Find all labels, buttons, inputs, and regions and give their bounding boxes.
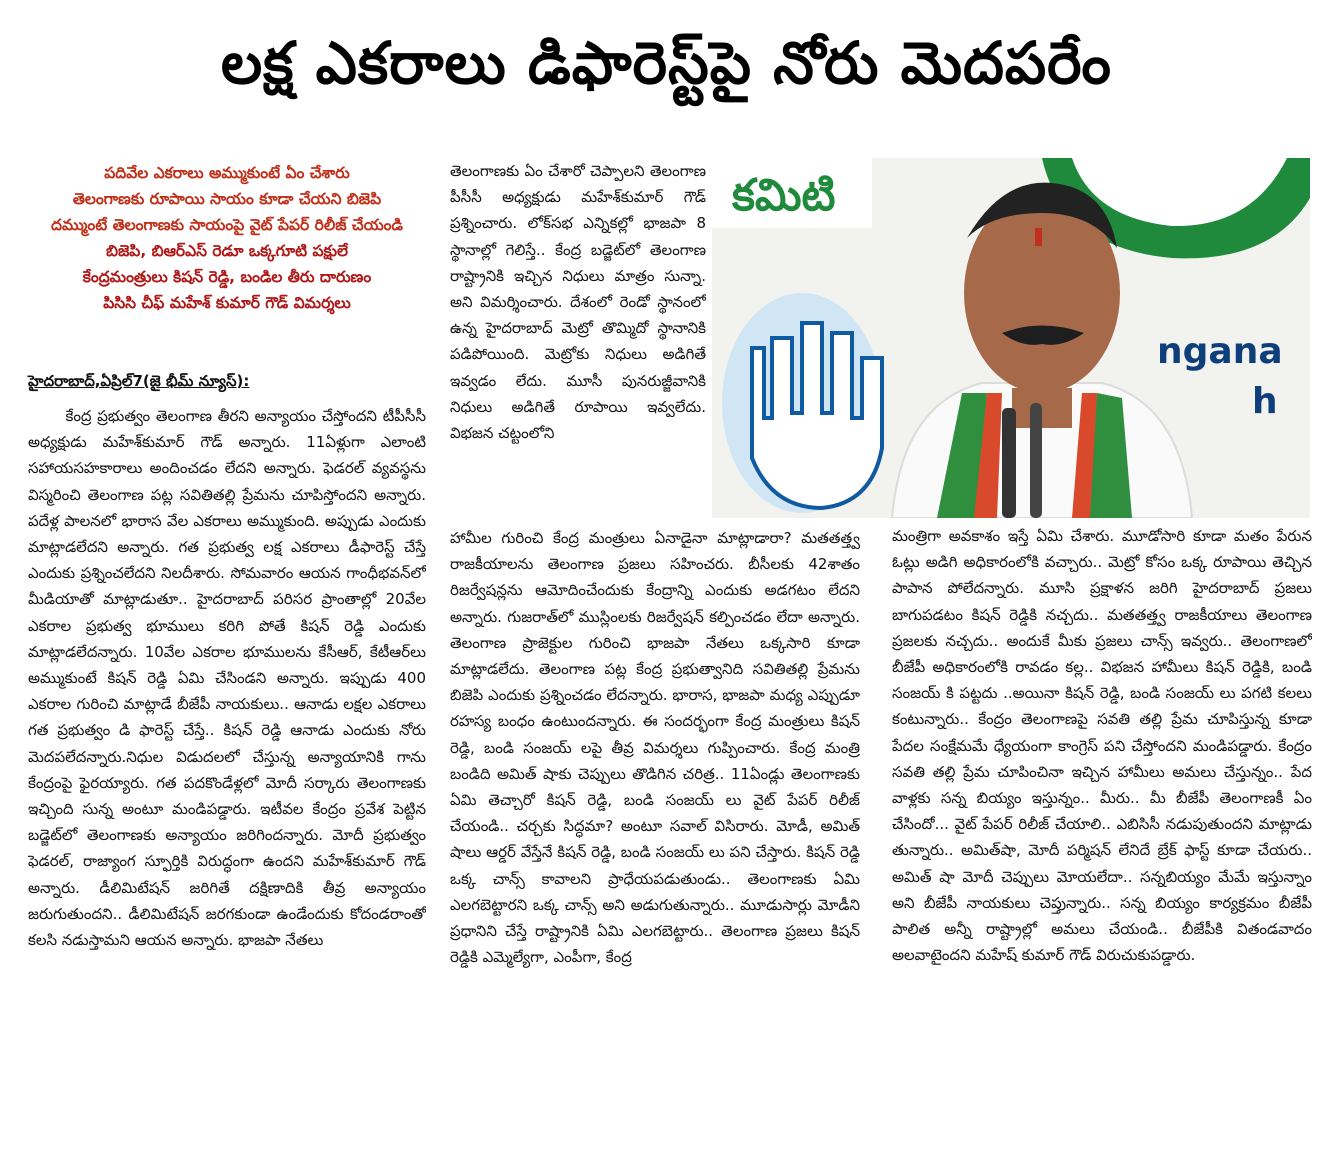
body-column-2-continued (450, 525, 860, 1161)
subhead-3: దమ్ముంటే తెలంగాణకు సాయంపై వైట్ పేపర్ రిలీజ్ చేయండి (51, 216, 403, 234)
body-column-1 (28, 379, 426, 1161)
microphone-1 (1002, 408, 1016, 518)
body-text-2-continued: హామీల గురించి కేంద్ర మంత్రులు ఏనాడైనా మాట్లాడారా? మతతత్త్వ రాజకీయాలను తెలంగాణ ప్రజలు సహించరు. బీసీలకు 42శాతం రిజర్వేషన్లను ఆమోదించేందుకు కేంద్రాన్ని ఎందుకు అడగటం లేదని అన్నారు. గుజరాత్‌లో ముస్లింలకు రిజర్వేషన్ కల్పించడం లేదా అన్నారు. తెలంగాణ ప్రాజెక్టుల గురించి భాజపా నేతలు ఒక్కసారి కూడా మాట్లాడలేదు. తెలంగాణ పట్ల కేంద్ర ప్రభుత్వానిది సవితితల్లి ప్రేమను బిజెపి ఎందుకు ప్రశ్నించడం లేదన్నారు. భారాస, భాజపా మధ్య ఎప్పుడూ రహస్య బంధం ఉంటుందన్నారు. ఈ సందర్భంగా కేంద్ర మంత్రులు కిషన్ రెడ్డి, బండి సంజయ్ లపై తీవ్ర విమర్శలు గుప్పించారు. కేంద్ర మంత్రి బండిది అమిత్ షాకు చెప్పులు తొడిగిన చరిత్ర.. 11ఏండ్లు తెలంగాణకు ఏమి తెచ్చారో కిషన్ రెడ్డి, బండి సంజయ్ లు వైట్ పేపర్ రిలీజ్ చేయండి.. చర్చకు సిద్ధమా? అంటూ సవాల్ విసిరారు. మోడీ, అమిత్ షాలు ఆర్డర్ వేస్తేనే కిషన్ రెడ్డి, బండి సంజయ్ లు పని చేస్తారు. కిషన్ రెడ్డి ఒక్క చాన్స్ కావాలని ప్రాధేయపడుతుండు.. తెలంగాణకు ఏమి ఎలగబెట్టారని ఒక్క చాన్స్ అని అడుగుతున్నారు.. మూడుసార్లు మోడీని ప్రధానిని చేస్తే రాష్ట్రానికి ఏమి ఎలగబెట్టారు.. తెలంగాణ ప్రజలు కిషన్ రెడ్డికి ఎమ్మెల్యేగా, ఎంపీగా, కేంద్ర (450, 529, 860, 967)
subhead-2: తెలంగాణకు రూపాయి సాయం కూడా చేయని బిజెపి (72, 190, 382, 208)
subhead-1: పదివేల ఎకరాలు అమ్ముకుంటే ఏం చేశారు (104, 164, 350, 182)
body-text-1: కేంద్ర ప్రభుత్వం తెలంగాణ తీరని అన్యాయం చేస్తోందని టీపీసీసీ అధ్యక్షుడు మహేశ్‌కుమార్ గౌడ్ అన్నారు. 11ఏళ్లుగా ఎలాంటి సహాయసహకారాలు అందించడం లేదని అన్నారు. ఫెడరల్ వ్యవస్థను విస్మరించి తెలంగాణ పట్ల సవితితల్లి ప్రేమను చూపిస్తోందని అన్నారు. పదేళ్ల పాలనలో భారాస వేల ఎకరాలు అమ్ముకుంది. అప్పుడు ఎందుకు మాట్లాడలేదని అన్నారు. గత ప్రభుత్వ లక్ష ఎకరాలు డీఫారెస్ట్ చేస్తే ఎందుకు ప్రశ్నించలేదని నిలదీశారు. సోమవారం ఆయన గాంధీభవన్‌లో మీడియాతో మాట్లాడుతూ.. హైదరాబాద్ పరిసర ప్రాంతాల్లో 20వేల ఎకరాల ప్రభుత్వ భూములు కరిగి పోతే కిషన్ రెడ్డి ఎందుకు మాట్లాడలేదన్నారు. 10వేల ఎకరాల భూములను కేసీఆర్, కేటీఆర్‌లు అమ్ముకుంటే కిషన్ రెడ్డి ఏమి చేసిండని అన్నారు. ఇప్పుడు 400 ఎకరాల గురించి మాట్లాడే బీజేపీ నాయకులు.. ఆనాడు లక్షల ఎకరాలు గత ప్రభుత్వం డి ఫారెస్ట్ చేస్తే.. కిషన్ రెడ్డి ఆనాడు ఎందుకు నోరు మెదపలేదన్నారు.నిధుల విడుదలలో చేస్తున్న అన్యాయానికి గాను కేంద్రంపై ఫైరయ్యారు. గత పదకొండేళ్లలో మోదీ సర్కారు తెలంగాణకు ఇచ్చింది సున్న అంటూ మండిపడ్డారు. ఇటీవల కేంద్రం ప్రవేశ పెట్టిన బడ్జెట్‌లో తెలంగాణకు అన్యాయం జరిగిందన్నారు. మోదీ ప్రభుత్వం ఫెడరల్, రాజ్యాంగ స్ఫూర్తికి విరుద్ధంగా ఉందని మహేశ్‌కుమార్ గౌడ్ అన్నారు. డీలిమిటేషన్ జరిగితే దక్షిణాదికి తీవ్ర అన్యాయం జరుగుతుందని.. డీలిమిటేషన్ జరగకుండా ఉండేందుకు కోదండరాంతో కలసి నడుస్తామని ఆయన అన్నారు. భాజపా నేతలు (28, 407, 426, 950)
photo-banner-text-3: h (1252, 381, 1278, 422)
photo-banner-text-1: కమిటి (732, 170, 836, 221)
body-text-3: మంత్రిగా అవకాశం ఇస్తే ఏమి చేశారు. మూడోసారి కూడా మతం పేరున ఓట్లు అడిగి అధికారంలోకి వచ్చారు.. మెట్రో కోసం ఒక్క రూపాయి తెచ్చిన పాపాన పోలేదన్నారు. మూసి ప్రక్షాళన జరిగి హైదరాబాద్ ప్రజలు బాగుపడటం కిషన్ రెడ్డికి నచ్చదు.. మతతత్త్వ రాజకీయాలు తెలంగాణ ప్రజలకు నచ్చదు.. అందుకే మీకు ప్రజలు చాన్స్ ఇవ్వరు.. తెలంగాణలో బీజేపీ అధికారంలోకి రావడం కల్ల.. విభజన హామీలు కిషన్ రెడ్డికి, బండి సంజయ్ కి పట్టదు ..అయినా కిషన్ రెడ్డి, బండి సంజయ్ లు పగటి కలలు కంటున్నారు.. కేంద్రం తెలంగాణపై సవతి తల్లి ప్రేమ చూపిస్తున్న కూడా పేదల సంక్షేమమే ధ్యేయంగా కాంగ్రెస్ పని చేస్తోందని మండిపడ్డారు. కేంద్రం సవతి తల్లి ప్రేమ చూపించినా ఇచ్చిన హామీలు అమలు చేస్తున్నం.. పేద వాళ్లకు సన్న బియ్యం ఇస్తున్నం.. మీరు.. మీ బీజేపీ తెలంగాణకీ ఏం చేసిందో... వైట్ పేపర్ రిలీజ్ చేయాలి.. ఎబిసిసీ నడుపుతుందని మాట్లాడు తున్నారు.. అమిత్‌షా, మోదీ పర్మిషన్ లేనిదే బ్రేక్ ఫాస్ట్ కూడా చేయరు.. అమిత్ షా మోదీ చెప్పులు మోయలేదా.. సన్నబియ్యం మేమే ఇస్తున్నాం అని బీజేపీ నాయకులు చెప్తున్నారు.. సన్న బియ్యం కార్యక్రమం బీజేపీ పాలిత అన్నీ రాష్ట్రాల్లో అమలు చేయండి.. బీజేపీకి వితండవాదం అలవాటైందని మహేష్ కుమార్ గౌడ్ విరుచుకుపడ్డారు. (892, 527, 1312, 965)
photo-illustration (712, 158, 1310, 518)
subhead-6: పిసిసి చీఫ్ మహేశ్ కుమార్ గౌడ్ విమర్శలు (103, 294, 351, 312)
press-conference-photo (712, 158, 1310, 518)
subhead-4: బిజెపి, బిఆర్ఎస్ రెడూ ఒక్కగూటి పక్షులే (106, 242, 348, 260)
body-column-2 (450, 158, 706, 524)
hand-symbol (722, 293, 882, 513)
body-column-3 (892, 523, 1312, 1159)
dateline: హైదరాబాద్,ఏప్రిల్7(జై భీమ్ న్యూస్): (28, 372, 250, 390)
headline: లక్ష ఎకరాలు డిఫారెస్ట్‌పై నోరు మెదపరేం (221, 28, 1112, 97)
microphone-2 (1030, 403, 1042, 518)
body-text-2: తెలంగాణకు ఏం చేశారో చెప్పాలని తెలంగాణ పీసీసీ అధ్యక్షుడు మహేశ్‌కుమార్ గౌడ్ ప్రశ్నించారు. లోక్‌సభ ఎన్నికల్లో భాజపా 8 స్థానాల్లో గెలిస్తే.. కేంద్ర బడ్జెట్‌లో తెలంగాణ రాష్ట్రానికి ఇచ్చిన నిధులు మాత్రం సున్నా. అని విమర్శించారు. దేశంలో రెండో స్థానంలో ఉన్న హైదరాబాద్ మెట్రో తొమ్మిదో స్థానానికి పడిపోయింది. మెట్రోకు నిధులు అడిగితే ఇవ్వడం లేదు. మూసీ పునరుజ్జీవానికి నిధులు అడిగితే రూపాయి ఇవ్వలేదు. విభజన చట్టంలోని (450, 162, 706, 443)
subheads (28, 160, 426, 316)
photo-banner-text-2: ngana (1157, 331, 1283, 372)
subhead-5: కేంద్రమంత్రులు కిషన్ రెడ్డి, బండిల తీరు దారుణం (82, 268, 372, 286)
